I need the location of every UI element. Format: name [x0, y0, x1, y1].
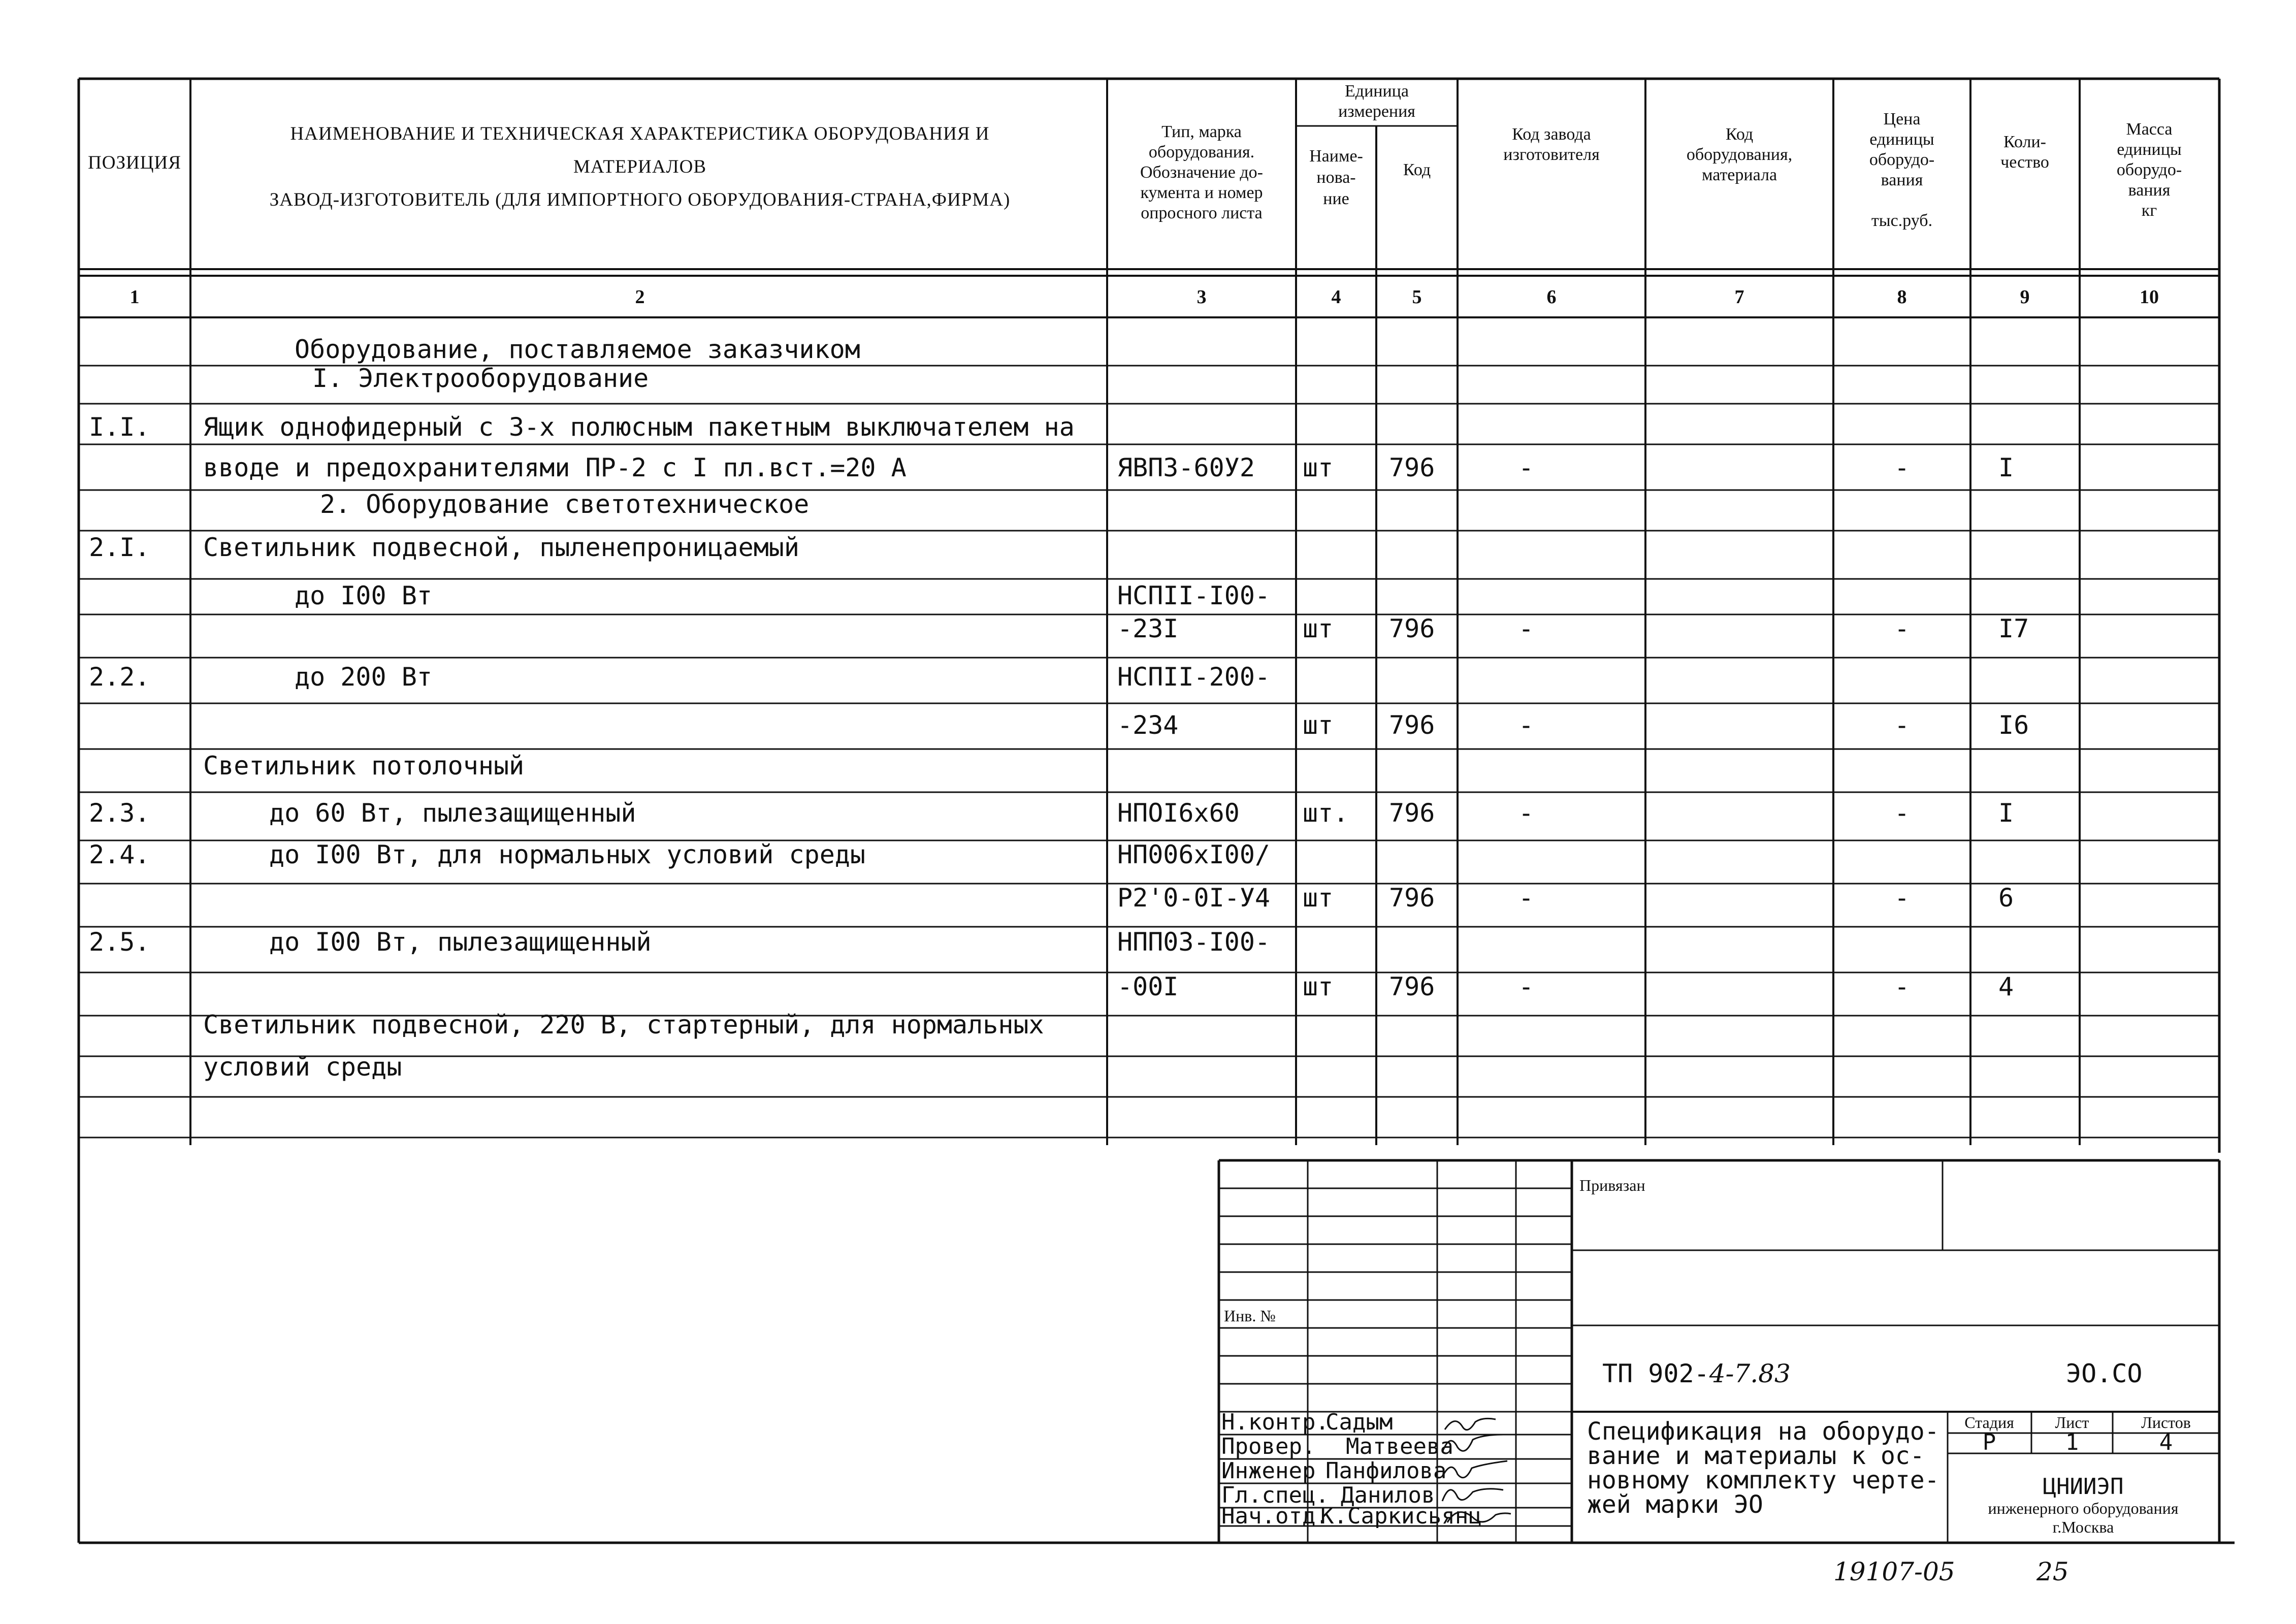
header-mass-l5: кг: [2141, 201, 2157, 220]
cell-mfr: -: [1518, 972, 1534, 1001]
inventory-number-label: Инв. №: [1224, 1307, 1276, 1325]
document-title-l1: Спецификация на оборудо-: [1587, 1417, 1939, 1446]
cell-pos: 2.I.: [89, 533, 150, 562]
sheets-label: Листов: [2141, 1413, 2191, 1432]
header-name-line3: ЗАВОД-ИЗГОТОВИТЕЛЬ (ДЛЯ ИМПОРТНОГО ОБОРУДОВАНИЯ-СТРАНА,ФИРМА): [269, 189, 1011, 210]
cell-price: -: [1894, 614, 1910, 643]
cell-code: 796: [1389, 710, 1435, 740]
column-number: 7: [1734, 286, 1744, 308]
cell-mfr: -: [1518, 710, 1534, 740]
header-unit-l2: измерения: [1338, 102, 1415, 121]
header-price-l4: вания: [1881, 171, 1923, 189]
cell-pos: 2.3.: [89, 798, 150, 828]
table-row: [1117, 883, 2014, 913]
cell-price: -: [1894, 798, 1910, 828]
header-unit-code: Код: [1403, 160, 1431, 179]
cell-code: 796: [1389, 453, 1435, 482]
cell-type: -00I: [1117, 972, 1179, 1001]
column-number: 1: [130, 286, 140, 308]
page-number: 25: [2036, 1557, 2069, 1586]
cell-name: до 200 Вт: [295, 662, 432, 692]
cell-name: до I00 Вт, пылезащищенный: [269, 927, 652, 957]
cell-price: -: [1894, 883, 1910, 913]
stage-value: Р: [1982, 1430, 1996, 1455]
cell-qty: I: [1998, 798, 2014, 828]
header-type-l5: опросного листа: [1141, 204, 1263, 222]
cell-code: 796: [1389, 972, 1435, 1001]
archive-number: 19107-05: [1833, 1557, 1955, 1586]
cell-unit: шт: [1303, 614, 1334, 643]
cell-qty: I: [1998, 453, 2014, 482]
cell-name: Ящик однофидерный с 3-х полюсным пакетным выключателем на: [203, 412, 1075, 442]
cell-unit: шт: [1303, 710, 1334, 740]
column-number: 2: [635, 286, 645, 308]
signer-name: Матвеева: [1346, 1434, 1453, 1459]
table-row: [203, 751, 524, 781]
cell-unit: шт: [1303, 883, 1334, 913]
table-row: [312, 364, 649, 393]
signer-role: Провер.: [1221, 1434, 1316, 1459]
table-row: [89, 412, 1075, 442]
cell-code: 796: [1389, 883, 1435, 913]
cell-type: НП006хI00/: [1117, 840, 1271, 869]
cell-name: Оборудование, поставляемое заказчиком: [295, 335, 860, 364]
header-eq-l3: материала: [1701, 166, 1777, 184]
table-header: [88, 82, 2182, 230]
header-mass-l2: единицы: [2117, 140, 2182, 159]
table-row: [1117, 972, 2014, 1001]
table-row: [89, 840, 1270, 869]
column-number: 4: [1331, 286, 1341, 308]
cell-mfr: -: [1518, 614, 1534, 643]
organization-l2: инженерного оборудования: [1988, 1499, 2179, 1517]
cell-mfr: -: [1518, 453, 1534, 482]
table-row: [295, 581, 1270, 610]
cell-unit: шт: [1303, 453, 1334, 482]
cell-pos: I.I.: [89, 412, 150, 442]
cell-unit: шт.: [1303, 798, 1349, 828]
table-body: [89, 335, 2029, 1082]
cell-mfr: -: [1518, 798, 1534, 828]
header-price-l1: Цена: [1883, 110, 1921, 128]
table-row: [89, 533, 799, 562]
signer-role: Инженер: [1221, 1458, 1316, 1484]
table-row: [1117, 614, 2029, 643]
signer-name: Панфилова: [1325, 1458, 1447, 1484]
document-title-l3: новному комплекту черте-: [1587, 1466, 1939, 1495]
signer-name: Данилов: [1341, 1482, 1435, 1508]
signature-3: [1442, 1461, 1507, 1478]
cell-price: -: [1894, 972, 1910, 1001]
cell-name: до I00 Вт: [295, 581, 432, 610]
cell-price: -: [1894, 453, 1910, 482]
signer-name: К.Саркисьянц: [1320, 1503, 1482, 1529]
cell-price: -: [1894, 710, 1910, 740]
column-number: 6: [1546, 286, 1557, 308]
header-type-l3: Обозначение до-: [1140, 163, 1264, 182]
header-name-line1: НАИМЕНОВАНИЕ И ТЕХНИЧЕСКАЯ ХАРАКТЕРИСТИКА ОБОРУДОВАНИЯ И: [290, 123, 990, 144]
table-row: [203, 453, 2014, 482]
header-qty-l2: чество: [2000, 153, 2049, 172]
cell-code: 796: [1389, 614, 1435, 643]
cell-type: Р2'0-0I-У4: [1117, 883, 1271, 913]
header-price-l5: тыс.руб.: [1871, 211, 1933, 230]
column-number: 8: [1897, 286, 1907, 308]
cell-unit: шт: [1303, 972, 1334, 1001]
header-price-l3: оборудо-: [1869, 150, 1935, 169]
cell-name: Светильник потолочный: [203, 751, 525, 781]
header-mfr-l2: изготовителя: [1503, 145, 1600, 164]
table-row: [89, 662, 1270, 692]
cell-name: 2. Оборудование светотехническое: [320, 490, 810, 519]
column-number: 3: [1196, 286, 1207, 308]
header-qty-l1: Коли-: [2003, 133, 2047, 151]
header-eq-l1: Код: [1725, 125, 1754, 144]
cell-qty: I6: [1998, 710, 2029, 740]
header-mass-l3: оборудо-: [2116, 160, 2182, 179]
column-number: 5: [1412, 286, 1422, 308]
document-title-l2: вание и материалы к ос-: [1587, 1442, 1925, 1470]
header-name-line2: МАТЕРИАЛОВ: [573, 156, 707, 177]
column-numbers: [130, 286, 2159, 308]
document-code: ТП 902-4-7.83: [1602, 1359, 1791, 1388]
sheet-label: Лист: [2055, 1413, 2089, 1432]
table-row: [1117, 710, 2029, 740]
cell-type: -23I: [1117, 614, 1179, 643]
document-mark: ЭО.СО: [2066, 1359, 2143, 1388]
cell-type: ЯВПЗ-60У2: [1117, 453, 1255, 482]
signature-4: [1442, 1489, 1503, 1501]
header-type-l1: Тип, марка: [1161, 122, 1242, 141]
header-position: ПОЗИЦИЯ: [88, 152, 181, 173]
cell-name: до I00 Вт, для нормальных условий среды: [269, 840, 865, 869]
cell-pos: 2.2.: [89, 662, 150, 692]
cell-mfr: -: [1518, 883, 1534, 913]
cell-type: НСПII-I00-: [1117, 581, 1271, 610]
table-row: [203, 1052, 402, 1082]
signer-role: Н.контр.: [1221, 1409, 1329, 1435]
sheets-value: 4: [2159, 1430, 2173, 1455]
cell-pos: 2.5.: [89, 927, 150, 957]
cell-qty: I7: [1998, 614, 2029, 643]
table-row: [320, 490, 809, 519]
column-number: 10: [2140, 286, 2159, 308]
stage-label: Стадия: [1964, 1413, 2014, 1432]
signers: [1221, 1409, 1482, 1529]
table-row: [89, 927, 1270, 957]
header-mfr-l1: Код завода: [1512, 125, 1591, 144]
signature-1: [1445, 1418, 1496, 1430]
cell-code: 796: [1389, 798, 1435, 828]
cell-name: I. Электрооборудование: [312, 364, 649, 393]
cell-name: Светильник подвесной, 220 В, стартерный, для нормальных: [203, 1010, 1044, 1040]
header-unit-name-l1: Наиме-: [1309, 147, 1363, 166]
column-number: 9: [2020, 286, 2030, 308]
header-eq-l2: оборудования,: [1686, 145, 1793, 164]
cell-type: -234: [1117, 710, 1179, 740]
table-row: [203, 1010, 1044, 1040]
cell-qty: 6: [1998, 883, 2014, 913]
organization-l1: ЦНИИЭП: [2043, 1474, 2124, 1500]
signer-role: Нач.отд.: [1221, 1503, 1329, 1529]
privyazan-label: Привязан: [1579, 1176, 1645, 1194]
organization-l3: г.Москва: [2052, 1518, 2114, 1536]
cell-type: НПОI6х60: [1117, 798, 1240, 828]
cell-type: НПП03-I00-: [1117, 927, 1271, 957]
header-mass-l1: Масса: [2126, 120, 2173, 139]
title-block: [1219, 1160, 2219, 1543]
header-unit-l1: Единица: [1345, 82, 1409, 101]
cell-name: до 60 Вт, пылезащищенный: [269, 798, 636, 828]
cell-name: условий среды: [203, 1052, 402, 1082]
cell-qty: 4: [1998, 972, 2014, 1001]
header-unit-name-l2: нова-: [1316, 168, 1356, 187]
table-row: [89, 798, 2014, 828]
signer-name: Садым: [1325, 1409, 1393, 1435]
cell-name: Светильник подвесной, пыленепроницаемый: [203, 533, 799, 562]
header-unit-name-l3: ние: [1323, 189, 1349, 208]
signer-role: Гл.спец.: [1221, 1482, 1329, 1508]
header-price-l2: единицы: [1869, 130, 1934, 149]
table-row: [295, 335, 860, 364]
cell-name: вводе и предохранителями ПР-2 с I пл.вст.=20 А: [203, 453, 907, 482]
header-type-l2: оборудования.: [1148, 143, 1255, 161]
document-title-l4: жей марки ЭО: [1587, 1490, 1763, 1519]
cell-pos: 2.4.: [89, 840, 150, 869]
sheet-value: 1: [2065, 1430, 2079, 1455]
cell-type: НСПII-200-: [1117, 662, 1271, 692]
header-mass-l4: вания: [2128, 181, 2171, 200]
header-type-l4: кумента и номер: [1140, 183, 1263, 202]
